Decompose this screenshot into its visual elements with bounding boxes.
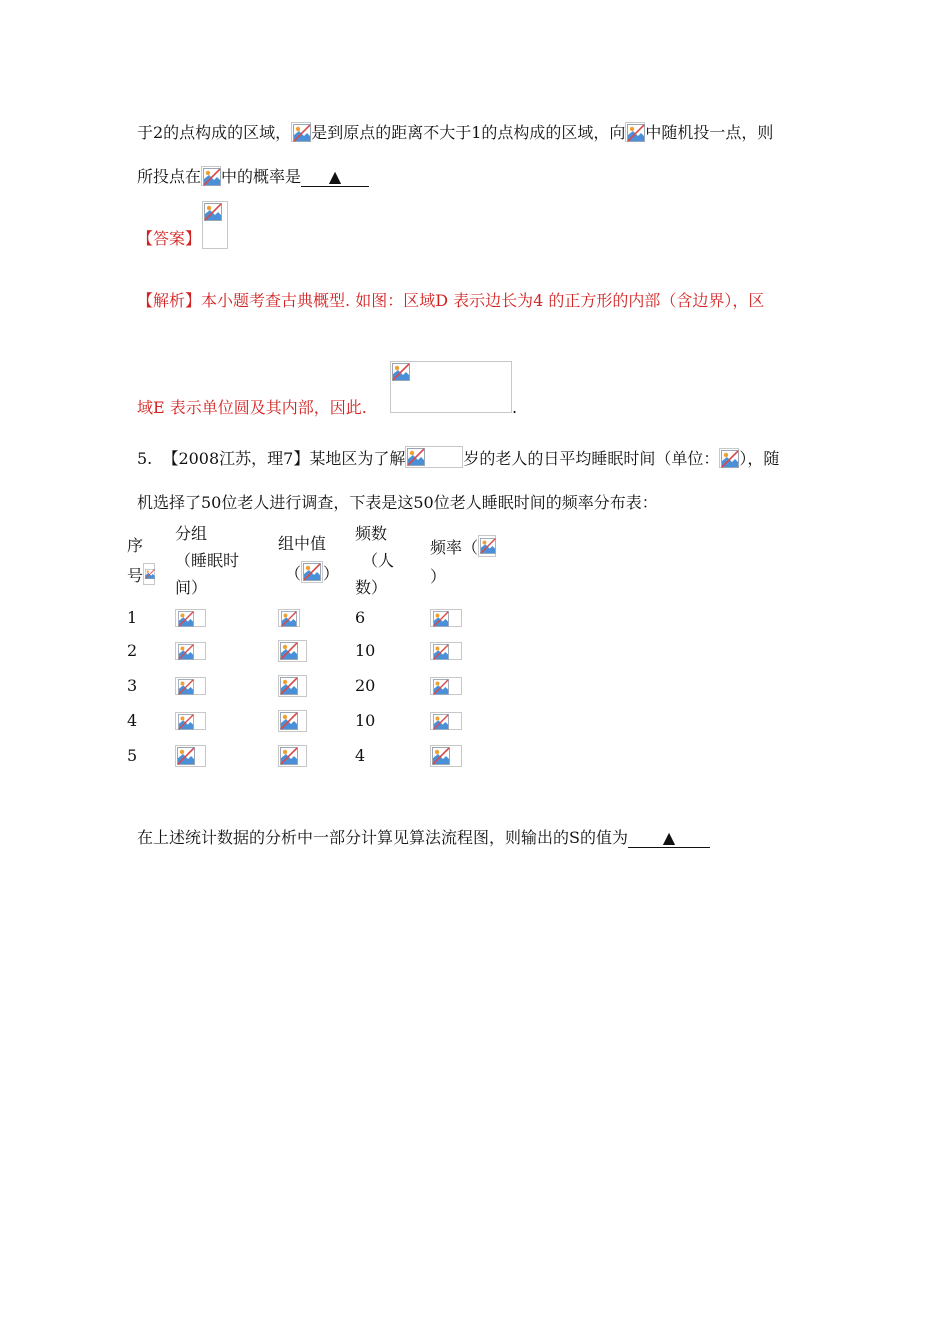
answer-blank: ▲ bbox=[628, 829, 710, 848]
row-seq: 2 bbox=[127, 641, 138, 660]
broken-image-icon bbox=[478, 535, 496, 557]
para1-text: 中的概率是 bbox=[221, 167, 302, 186]
row-seq: 1 bbox=[127, 608, 138, 627]
header-mid: （ ） bbox=[285, 560, 339, 588]
para1-text: 是到原点的距离不大于1的点构成的区域，向 bbox=[311, 123, 626, 142]
header-freq: （人 bbox=[362, 551, 395, 570]
closing-text: 在上述统计数据的分析中一部分计算见算法流程图，则输出的S的值为 bbox=[137, 828, 628, 847]
broken-image-icon bbox=[143, 563, 155, 585]
header-group: （睡眠时 bbox=[175, 551, 240, 570]
header-seq: 号 bbox=[127, 562, 155, 590]
header-group: 分组 bbox=[175, 524, 208, 543]
problem-text: 某地区为了解 bbox=[309, 449, 406, 468]
header-rate: 频率（ bbox=[430, 534, 496, 562]
row-seq: 3 bbox=[127, 676, 138, 695]
answer-blank: ▲ bbox=[301, 168, 369, 187]
analysis-line2: 域E 表示单位圆及其内部，因此. bbox=[137, 398, 367, 417]
analysis-text: 本小题考查古典概型. 如图：区域D 表示边长为4 的正方形的内部（含边界），区 bbox=[201, 291, 765, 310]
problem-text: ），随 bbox=[739, 449, 780, 468]
row-freq: 6 bbox=[355, 608, 366, 627]
problem-source: 【2008江苏，理7】 bbox=[162, 449, 310, 468]
broken-image-icon bbox=[390, 361, 512, 413]
row-seq: 5 bbox=[127, 746, 138, 765]
header-freq: 频数 bbox=[355, 524, 388, 543]
broken-image-icon bbox=[430, 677, 462, 695]
row-freq: 4 bbox=[355, 746, 366, 765]
broken-image-icon bbox=[278, 609, 300, 627]
para1-line2 bbox=[137, 165, 369, 189]
broken-image-icon bbox=[301, 561, 323, 583]
para1-text: 所投点在 bbox=[137, 167, 202, 186]
broken-image-icon bbox=[291, 122, 311, 142]
row-freq: 10 bbox=[355, 711, 376, 730]
header-freq: 数） bbox=[355, 578, 388, 597]
broken-image-icon bbox=[278, 675, 307, 697]
broken-image-icon bbox=[175, 642, 206, 660]
header-rate: ） bbox=[430, 567, 447, 586]
row-freq: 10 bbox=[355, 641, 376, 660]
broken-image-icon bbox=[201, 166, 221, 186]
row-freq: 20 bbox=[355, 676, 376, 695]
broken-image-icon bbox=[430, 609, 462, 627]
header-seq: 序 bbox=[127, 536, 144, 555]
broken-image-icon bbox=[430, 642, 462, 660]
para1-line1 bbox=[137, 121, 773, 145]
problem5-line1 bbox=[137, 446, 779, 471]
broken-image-icon bbox=[175, 745, 206, 767]
header-group: 间） bbox=[175, 578, 208, 597]
header-mid: 组中值 bbox=[278, 534, 327, 553]
problem-number: 5. bbox=[137, 449, 153, 468]
para1-text: 中随机投一点，则 bbox=[645, 123, 774, 142]
broken-image-icon bbox=[430, 745, 462, 767]
analysis-period: . bbox=[512, 398, 518, 417]
broken-image-icon bbox=[175, 609, 206, 627]
broken-image-icon bbox=[625, 122, 645, 142]
analysis-label: 【解析】 bbox=[137, 291, 202, 310]
broken-image-icon bbox=[278, 710, 307, 732]
answer-label: 【答案】 bbox=[137, 229, 202, 248]
closing-line bbox=[137, 826, 710, 850]
broken-image-icon bbox=[430, 712, 462, 730]
broken-image-icon bbox=[175, 677, 206, 695]
broken-image-icon bbox=[405, 446, 463, 468]
problem-text: 岁的老人的日平均睡眠时间（单位： bbox=[463, 449, 720, 468]
broken-image-icon bbox=[278, 745, 307, 767]
broken-image-icon bbox=[719, 448, 739, 468]
broken-image-icon bbox=[278, 640, 307, 662]
broken-image-icon bbox=[175, 712, 206, 730]
row-seq: 4 bbox=[127, 711, 138, 730]
para1-text: 于2的点构成的区域， bbox=[137, 123, 292, 142]
broken-image-icon bbox=[202, 201, 228, 249]
problem5-line2: 机选择了50位老人进行调查，下表是这50位老人睡眠时间的频率分布表： bbox=[137, 493, 658, 512]
analysis-line1 bbox=[137, 289, 764, 313]
